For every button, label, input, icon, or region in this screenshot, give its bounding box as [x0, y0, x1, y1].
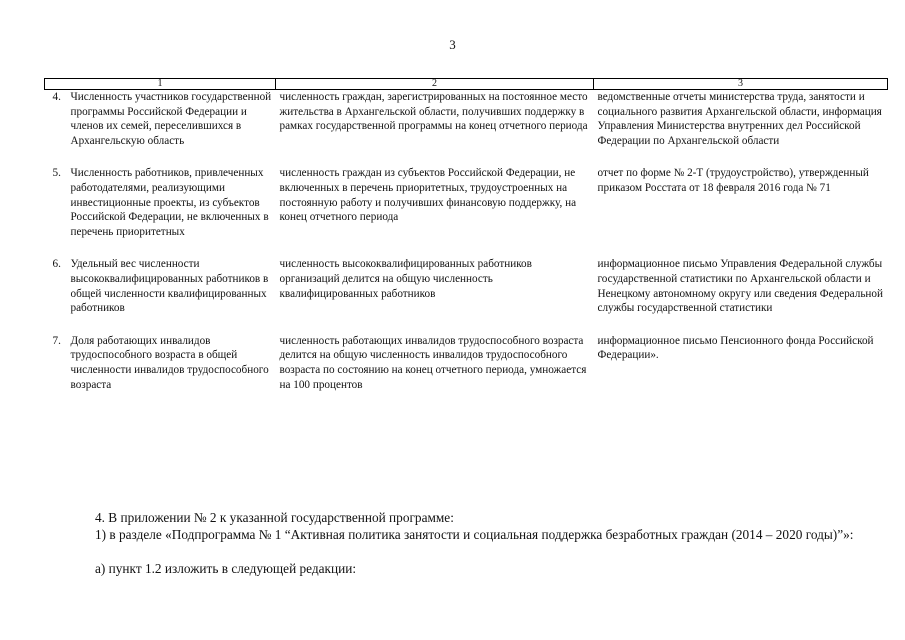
- calculation-method: численность высококвалифицированных работников организаций делится на общую численность квалифицированных работников: [279, 258, 532, 300]
- amendment-subparagraph: 1) в разделе «Подпрограмма № 1 “Активная политика занятости и социальная поддержка безработных граждан (2014 – 2020 годы)”»:: [95, 527, 854, 542]
- table-row: [45, 334, 888, 410]
- row-number: 5.: [52, 167, 61, 180]
- column-header-2: 2: [276, 79, 594, 90]
- indicator-name: Численность работников, привлеченных работодателями, реализующими инвестиционные проекты, из субъектов Российской Федерации, не включенных в перечень приоритетных: [70, 167, 269, 238]
- table-row: [45, 90, 888, 167]
- calculation-method: численность граждан, зарегистрированных на постоянное место жительства в Архангельской области, получивших поддержку в рамках государственной программы на конец отчетного периода: [279, 91, 588, 133]
- column-header-1: 1: [45, 79, 276, 90]
- calculation-method: численность граждан из субъектов Российской Федерации, не включенных в перечень приоритетных, трудоустроенных на постоянную работу и получивших финансовую поддержку, на конец отчетного периода: [279, 167, 577, 224]
- indicator-name: Удельный вес численности высококвалифицированных работников в общей численности квалифицированных работников: [70, 258, 269, 315]
- row-number: 4.: [52, 91, 61, 103]
- indicator-name: Доля работающих инвалидов трудоспособного возраста в общей численности инвалидов трудоспособного возраста: [70, 334, 269, 391]
- row-number: 7.: [52, 334, 61, 347]
- amendment-item: а) пункт 1.2 изложить в следующей редакции:: [95, 561, 357, 576]
- data-source: отчет по форме № 2-Т (трудоустройство), утвержденный приказом Росстата от 18 февраля 2016 года № 71: [597, 167, 869, 194]
- indicators-table: [44, 78, 887, 410]
- calculation-method: численность работающих инвалидов трудоспособного возраста делится на общую численность инвалидов трудоспособного возраста по состоянию на конец отчетного периода, умножается на 100 процентов: [279, 334, 587, 391]
- table-header-row: [45, 79, 888, 90]
- data-source: информационное письмо Пенсионного фонда Российской Федерации».: [597, 334, 874, 362]
- indicator-name: Численность участников государственной программы Российской Федерации и членов их семей, переселившихся в Архангельскую область: [70, 91, 272, 147]
- column-header-3: 3: [594, 79, 888, 90]
- row-number: 6.: [52, 258, 61, 271]
- data-source: информационное письмо Управления Федеральной службы государственной статистики по Архангельской области и Ненецкому автономному округу или сведения Федеральной службы государственной статистики: [597, 258, 883, 315]
- page-number: 3: [449, 37, 456, 52]
- amendment-paragraph: 4. В приложении № 2 к указанной государственной программе:: [95, 510, 454, 525]
- table-row: [45, 257, 888, 333]
- data-source: ведомственные отчеты министерства труда, занятости и социального развития Архангельской области, информация Управления Министерства внутренних дел Российской Федерации по Архангельской области: [597, 91, 882, 147]
- table-row: [45, 166, 888, 257]
